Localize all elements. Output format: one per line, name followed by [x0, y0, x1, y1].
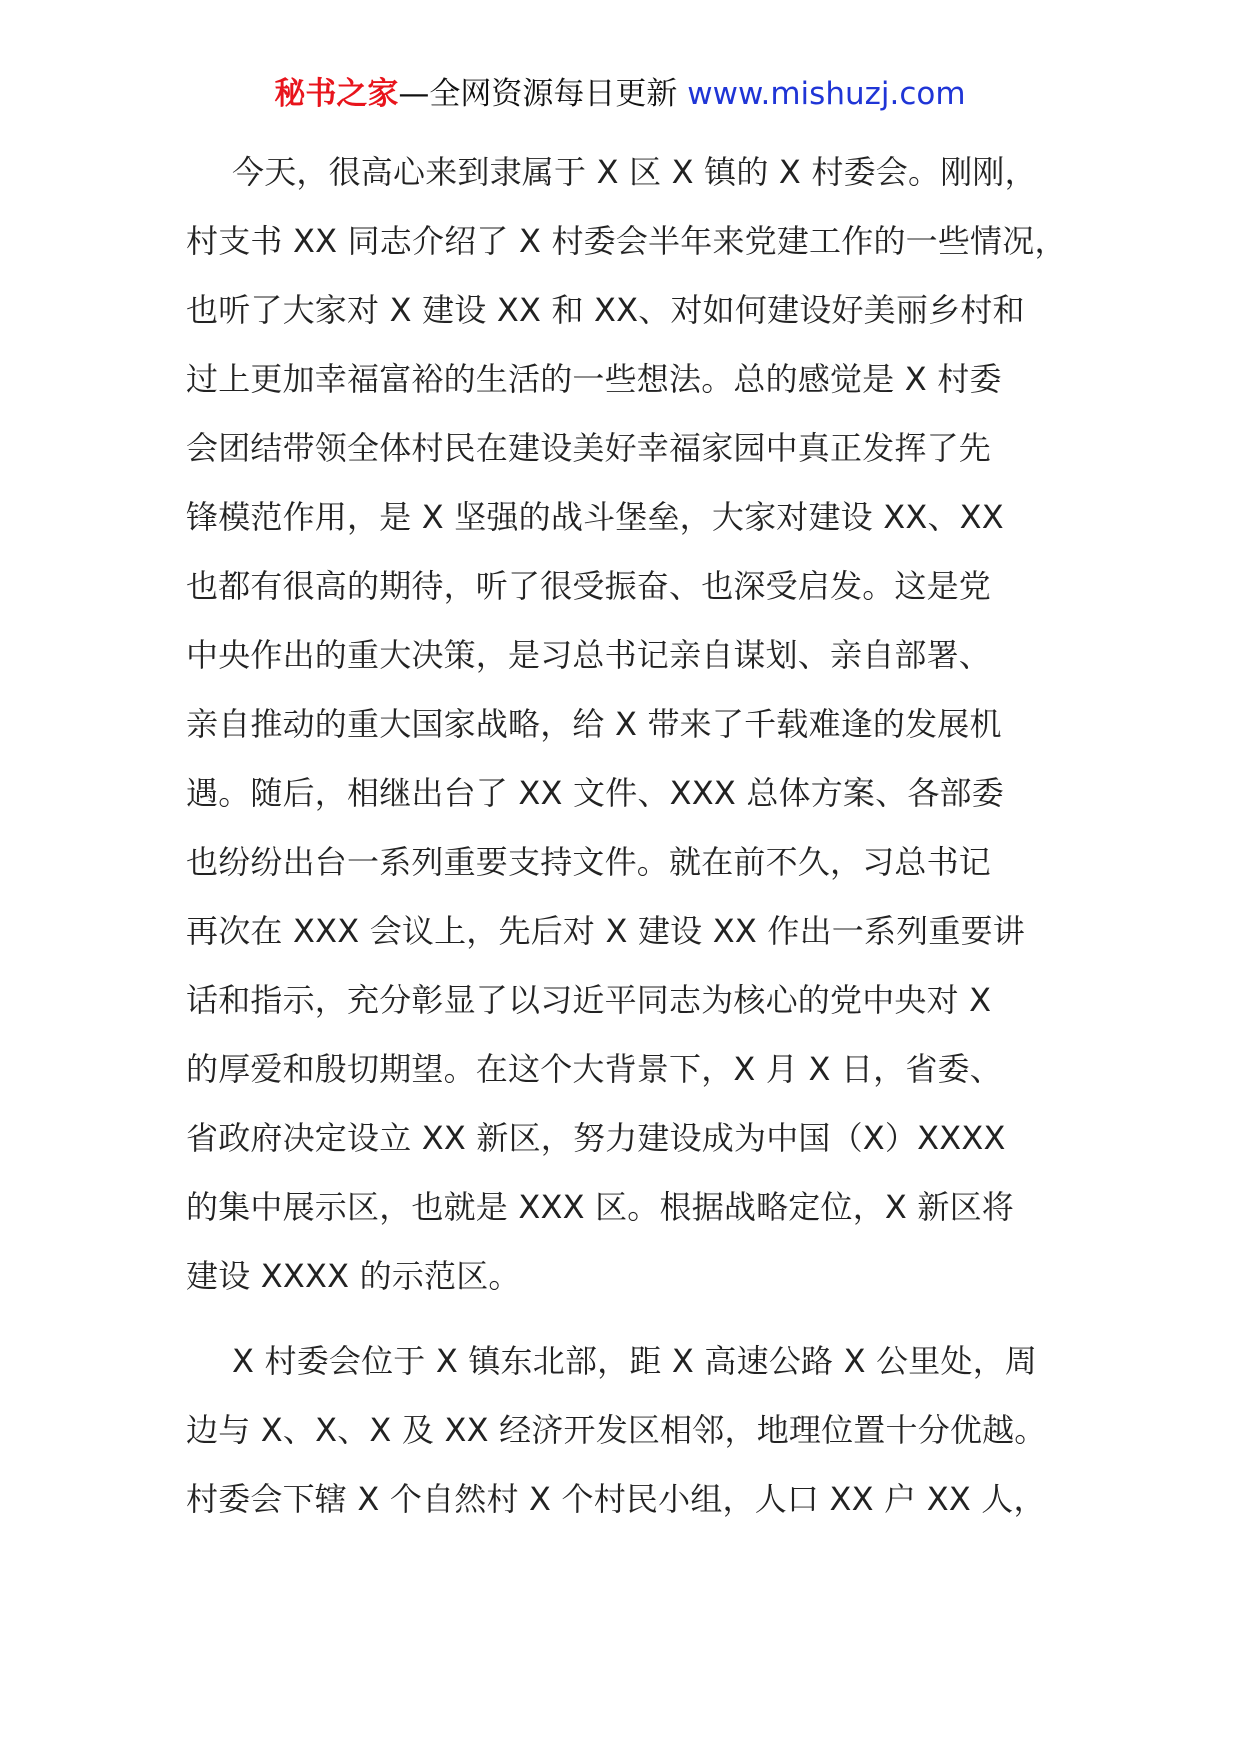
text-line: 锋模范作用，是 X 坚强的战斗堡垒，大家对建设 XX、XX	[186, 498, 1004, 536]
text-line: 也都有很高的期待，听了很受振奋、也深受启发。这是党	[186, 567, 992, 605]
text-line: 过上更加幸福富裕的生活的一些想法。总的感觉是 X 村委	[186, 360, 1002, 398]
text-line: 也听了大家对 X 建设 XX 和 XX、对如何建设好美丽乡村和	[186, 291, 1025, 329]
text-line: 也纷纷出台一系列重要支持文件。就在前不久，习总书记	[186, 843, 992, 881]
site-name: 秘书之家	[274, 76, 399, 112]
site-tagline: —全网资源每日更新	[398, 76, 678, 112]
text-line: 的厚爱和殷切期望。在这个大背景下，X 月 X 日，省委、	[186, 1050, 1002, 1088]
paragraph-1	[186, 138, 1086, 1311]
text-line: 再次在 XXX 会议上，先后对 X 建设 XX 作出一系列重要讲	[186, 912, 1025, 950]
text-line: 中央作出的重大决策，是习总书记亲自谋划、亲自部署、	[186, 636, 992, 674]
text-line: 亲自推动的重大国家战略，给 X 带来了千载难逢的发展机	[186, 705, 1002, 743]
text-line: 省政府决定设立 XX 新区，努力建设成为中国（X）XXXX	[186, 1119, 1006, 1157]
text-line: 的集中展示区，也就是 XXX 区。根据战略定位，X 新区将	[186, 1188, 1015, 1226]
text-line: 边与 X、X、X 及 XX 经济开发区相邻，地理位置十分优越。	[186, 1411, 1047, 1449]
text-line: X 村委会位于 X 镇东北部，距 X 高速公路 X 公里处，周	[232, 1342, 1038, 1380]
paragraph-2	[186, 1327, 1086, 1534]
text-line: 会团结带领全体村民在建设美好幸福家园中真正发挥了先	[186, 429, 992, 467]
paragraph-spacer	[186, 1311, 1086, 1327]
site-url-link[interactable]: www.mishuzj.com	[687, 76, 966, 112]
text-line: 今天，很高心来到隶属于 X 区 X 镇的 X 村委会。刚刚，	[232, 153, 1037, 191]
document-body	[186, 138, 1086, 1534]
text-line: 村支书 XX 同志介绍了 X 村委会半年来党建工作的一些情况，	[186, 222, 1067, 260]
text-line: 话和指示，充分彰显了以习近平同志为核心的党中央对 X	[186, 981, 992, 1019]
text-line: 遇。随后，相继出台了 XX 文件、XXX 总体方案、各部委	[186, 774, 1004, 812]
text-line: 建设 XXXX 的示范区。	[186, 1257, 521, 1295]
page-header	[0, 72, 1240, 116]
text-line: 村委会下辖 X 个自然村 X 个村民小组，人口 XX 户 XX 人，	[186, 1480, 1046, 1518]
